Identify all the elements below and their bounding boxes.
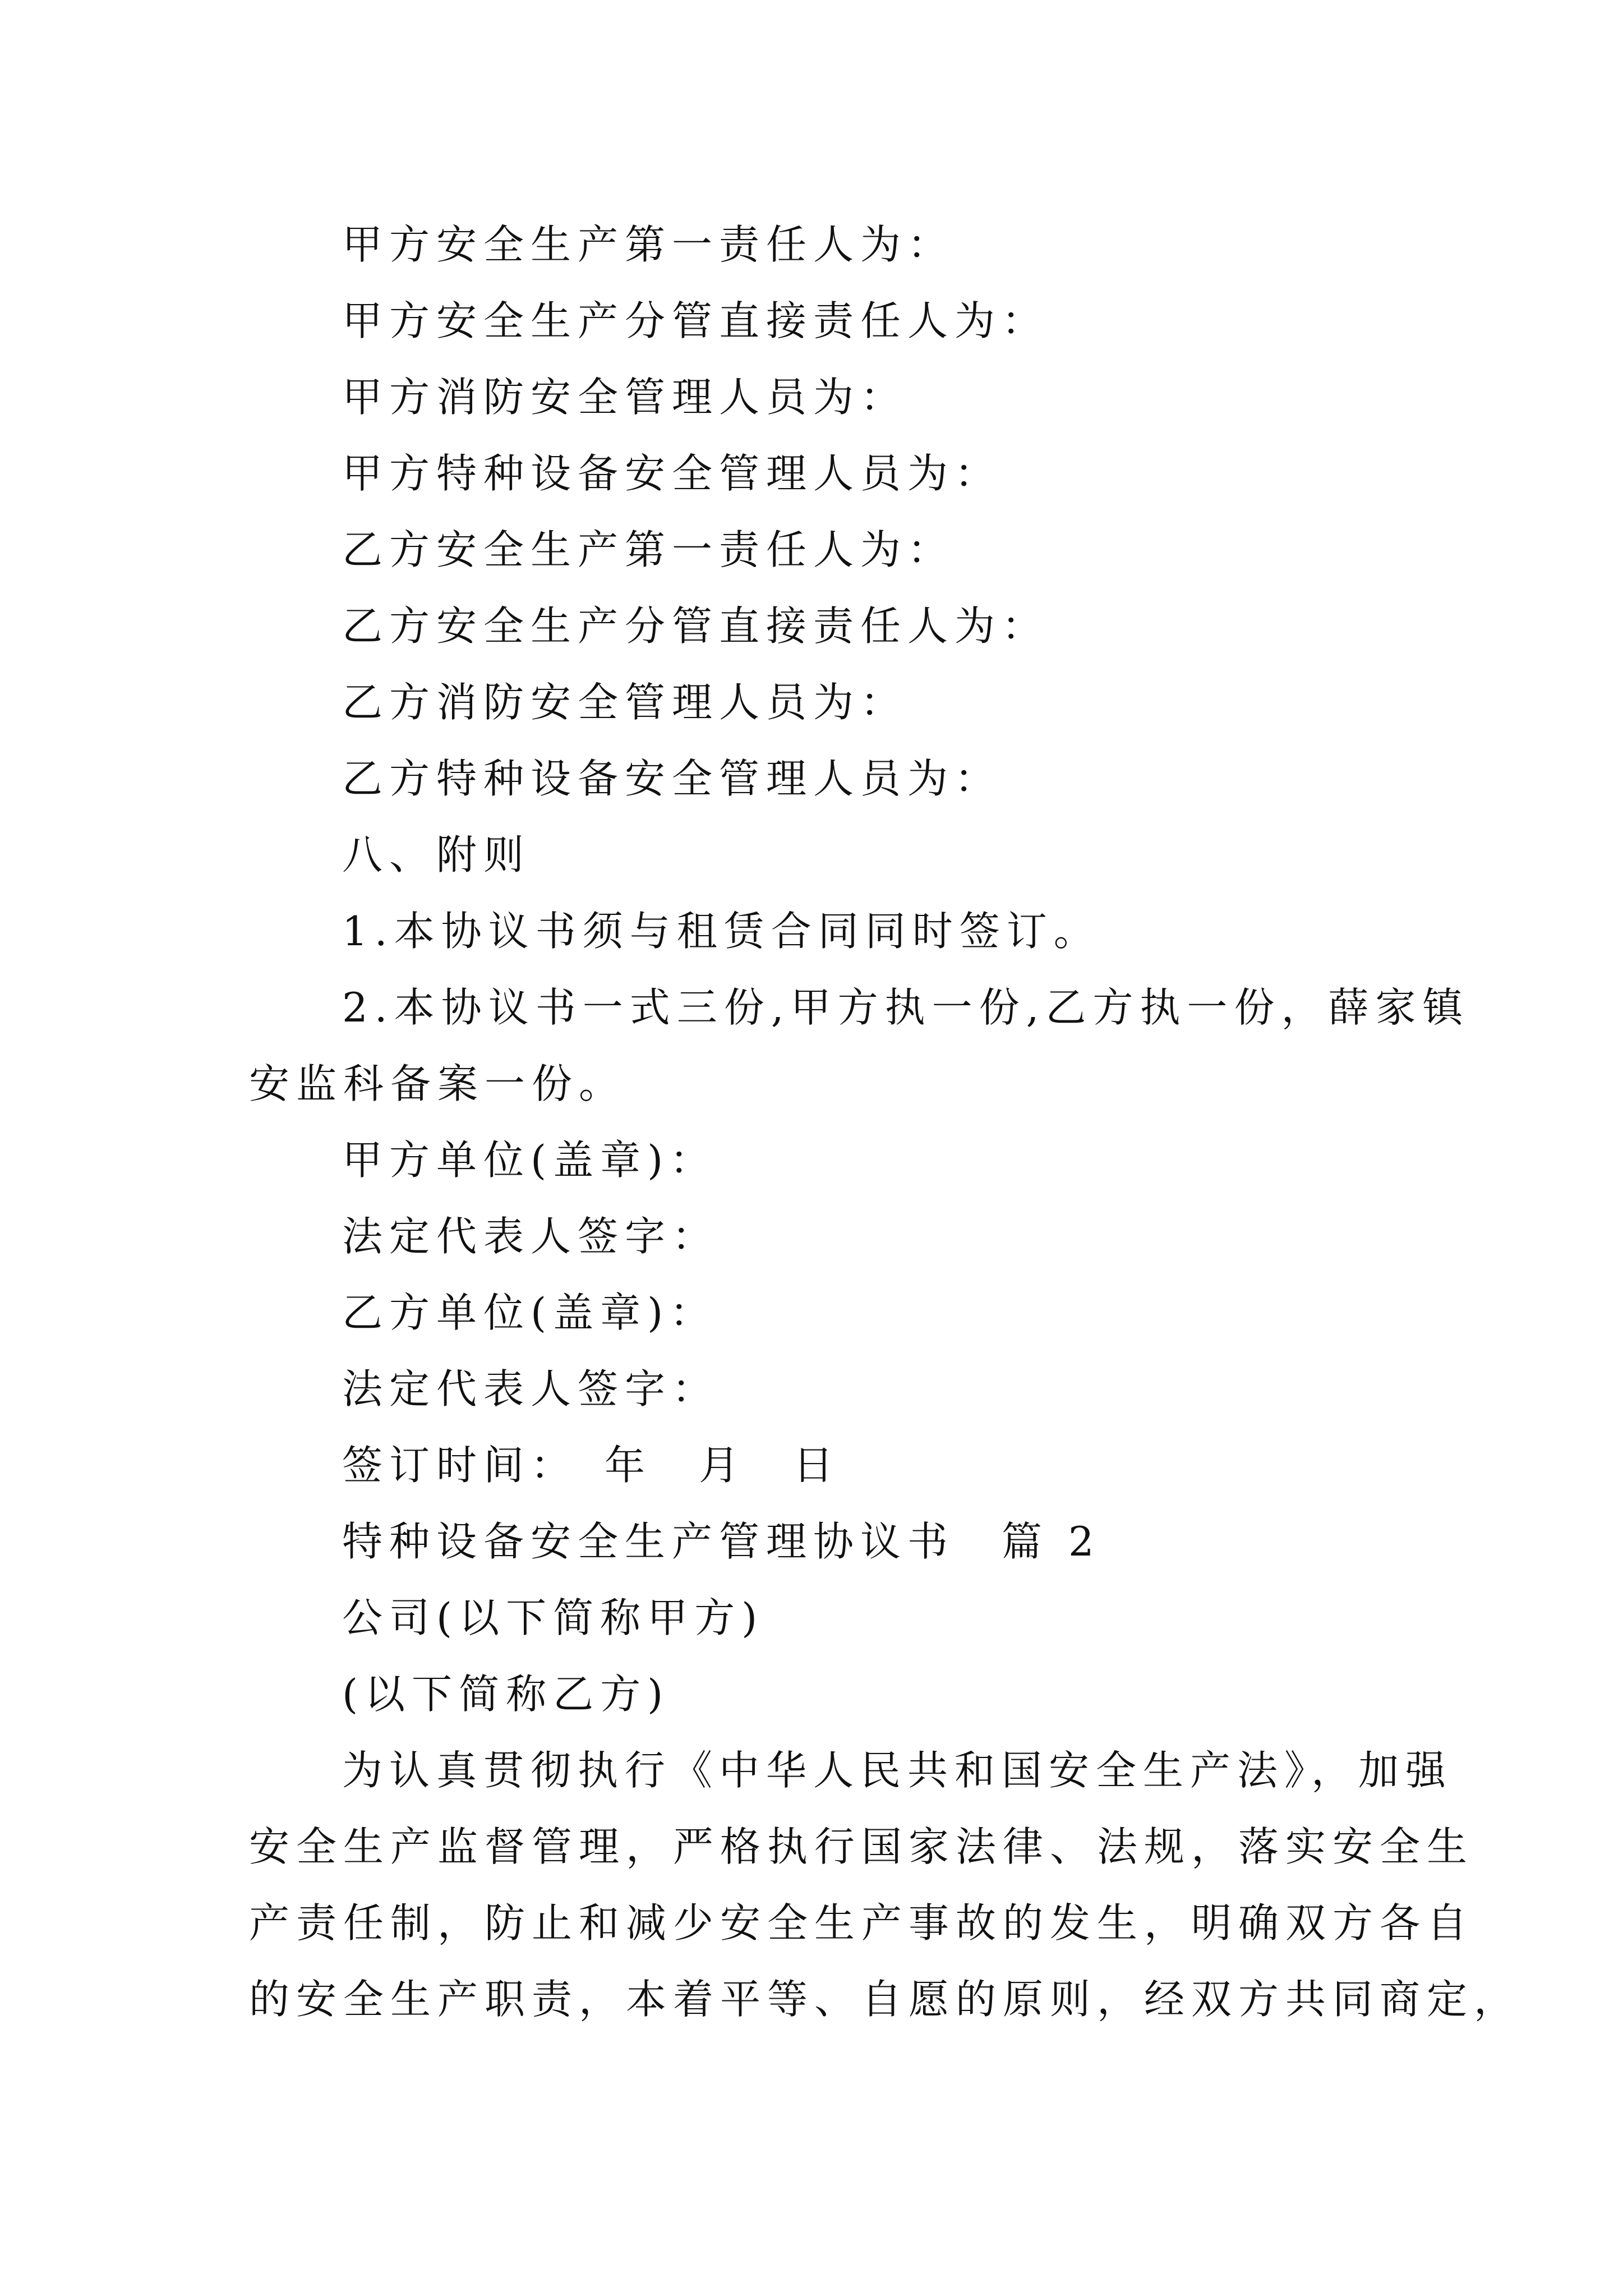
text-line: 甲方消防安全管理人员为： [342, 374, 908, 421]
responsible-party-a-fire [249, 359, 1387, 435]
text-line: 2.本协议书一式三份,甲方执一份,乙方执一份，薛家镇 [342, 984, 1470, 1031]
responsible-party-b-direct [249, 588, 1387, 664]
text-line: 法定代表人签字： [342, 1365, 720, 1412]
clause-1 [249, 893, 1387, 969]
responsible-party-b-fire [249, 664, 1387, 740]
text-line: 甲方单位(盖章)： [342, 1137, 717, 1184]
purpose-paragraph [249, 1732, 1521, 2037]
section-heading-supplementary [249, 817, 1387, 893]
text-line: 甲方特种设备安全管理人员为： [342, 450, 1002, 497]
text-line: 签订时间： 年 月 日 [342, 1442, 841, 1489]
responsible-party-a-equipment [249, 435, 1387, 512]
document-body [249, 206, 1521, 2037]
responsible-party-b-first [249, 512, 1387, 588]
text-line: 为认真贯彻执行《中华人民共和国安全生产法》，加强 [342, 1747, 1453, 1794]
text-line: 乙方单位(盖章)： [342, 1289, 717, 1336]
signature-party-a-unit [249, 1122, 1387, 1198]
text-line: 乙方安全生产分管直接责任人为： [342, 602, 1049, 650]
text-line: 甲方安全生产分管直接责任人为： [342, 297, 1049, 344]
text-line: 甲方安全生产第一责任人为： [342, 221, 955, 268]
signature-party-a-rep [249, 1198, 1387, 1274]
text-line: 乙方消防安全管理人员为： [342, 679, 908, 726]
text-line: 特种设备安全生产管理协议书 篇 2 [342, 1518, 1101, 1565]
party-a-line [249, 1580, 1387, 1656]
section-title [249, 1503, 1387, 1580]
signing-date [249, 1427, 1387, 1503]
responsible-party-a-direct [249, 283, 1387, 359]
text-line: 法定代表人签字： [342, 1213, 720, 1260]
text-line: 乙方安全生产第一责任人为： [342, 526, 955, 573]
clause-2 [249, 969, 1470, 1122]
text-line: 八、附则 [342, 831, 531, 878]
signature-party-b-unit [249, 1274, 1387, 1351]
text-line: 产责任制，防止和减少安全生产事故的发生，明确双方各自 [249, 1899, 1474, 1947]
text-line: 安监科备案一份。 [249, 1060, 626, 1107]
text-line: 1.本协议书须与租赁合同同时签订。 [342, 908, 1101, 955]
responsible-party-b-equipment [249, 740, 1387, 817]
text-line: 公司(以下简称甲方) [342, 1594, 764, 1641]
signature-party-b-rep [249, 1351, 1387, 1427]
party-b-line [249, 1656, 1387, 1732]
text-line: 乙方特种设备安全管理人员为： [342, 755, 1002, 802]
responsible-party-a-first [249, 206, 1387, 283]
text-line: 安全生产监督管理，严格执行国家法律、法规，落实安全生 [249, 1823, 1474, 1870]
text-line: 的安全生产职责，本着平等、自愿的原则，经双方共同商定， [249, 1976, 1521, 2023]
text-line: (以下简称乙方) [342, 1671, 670, 1718]
